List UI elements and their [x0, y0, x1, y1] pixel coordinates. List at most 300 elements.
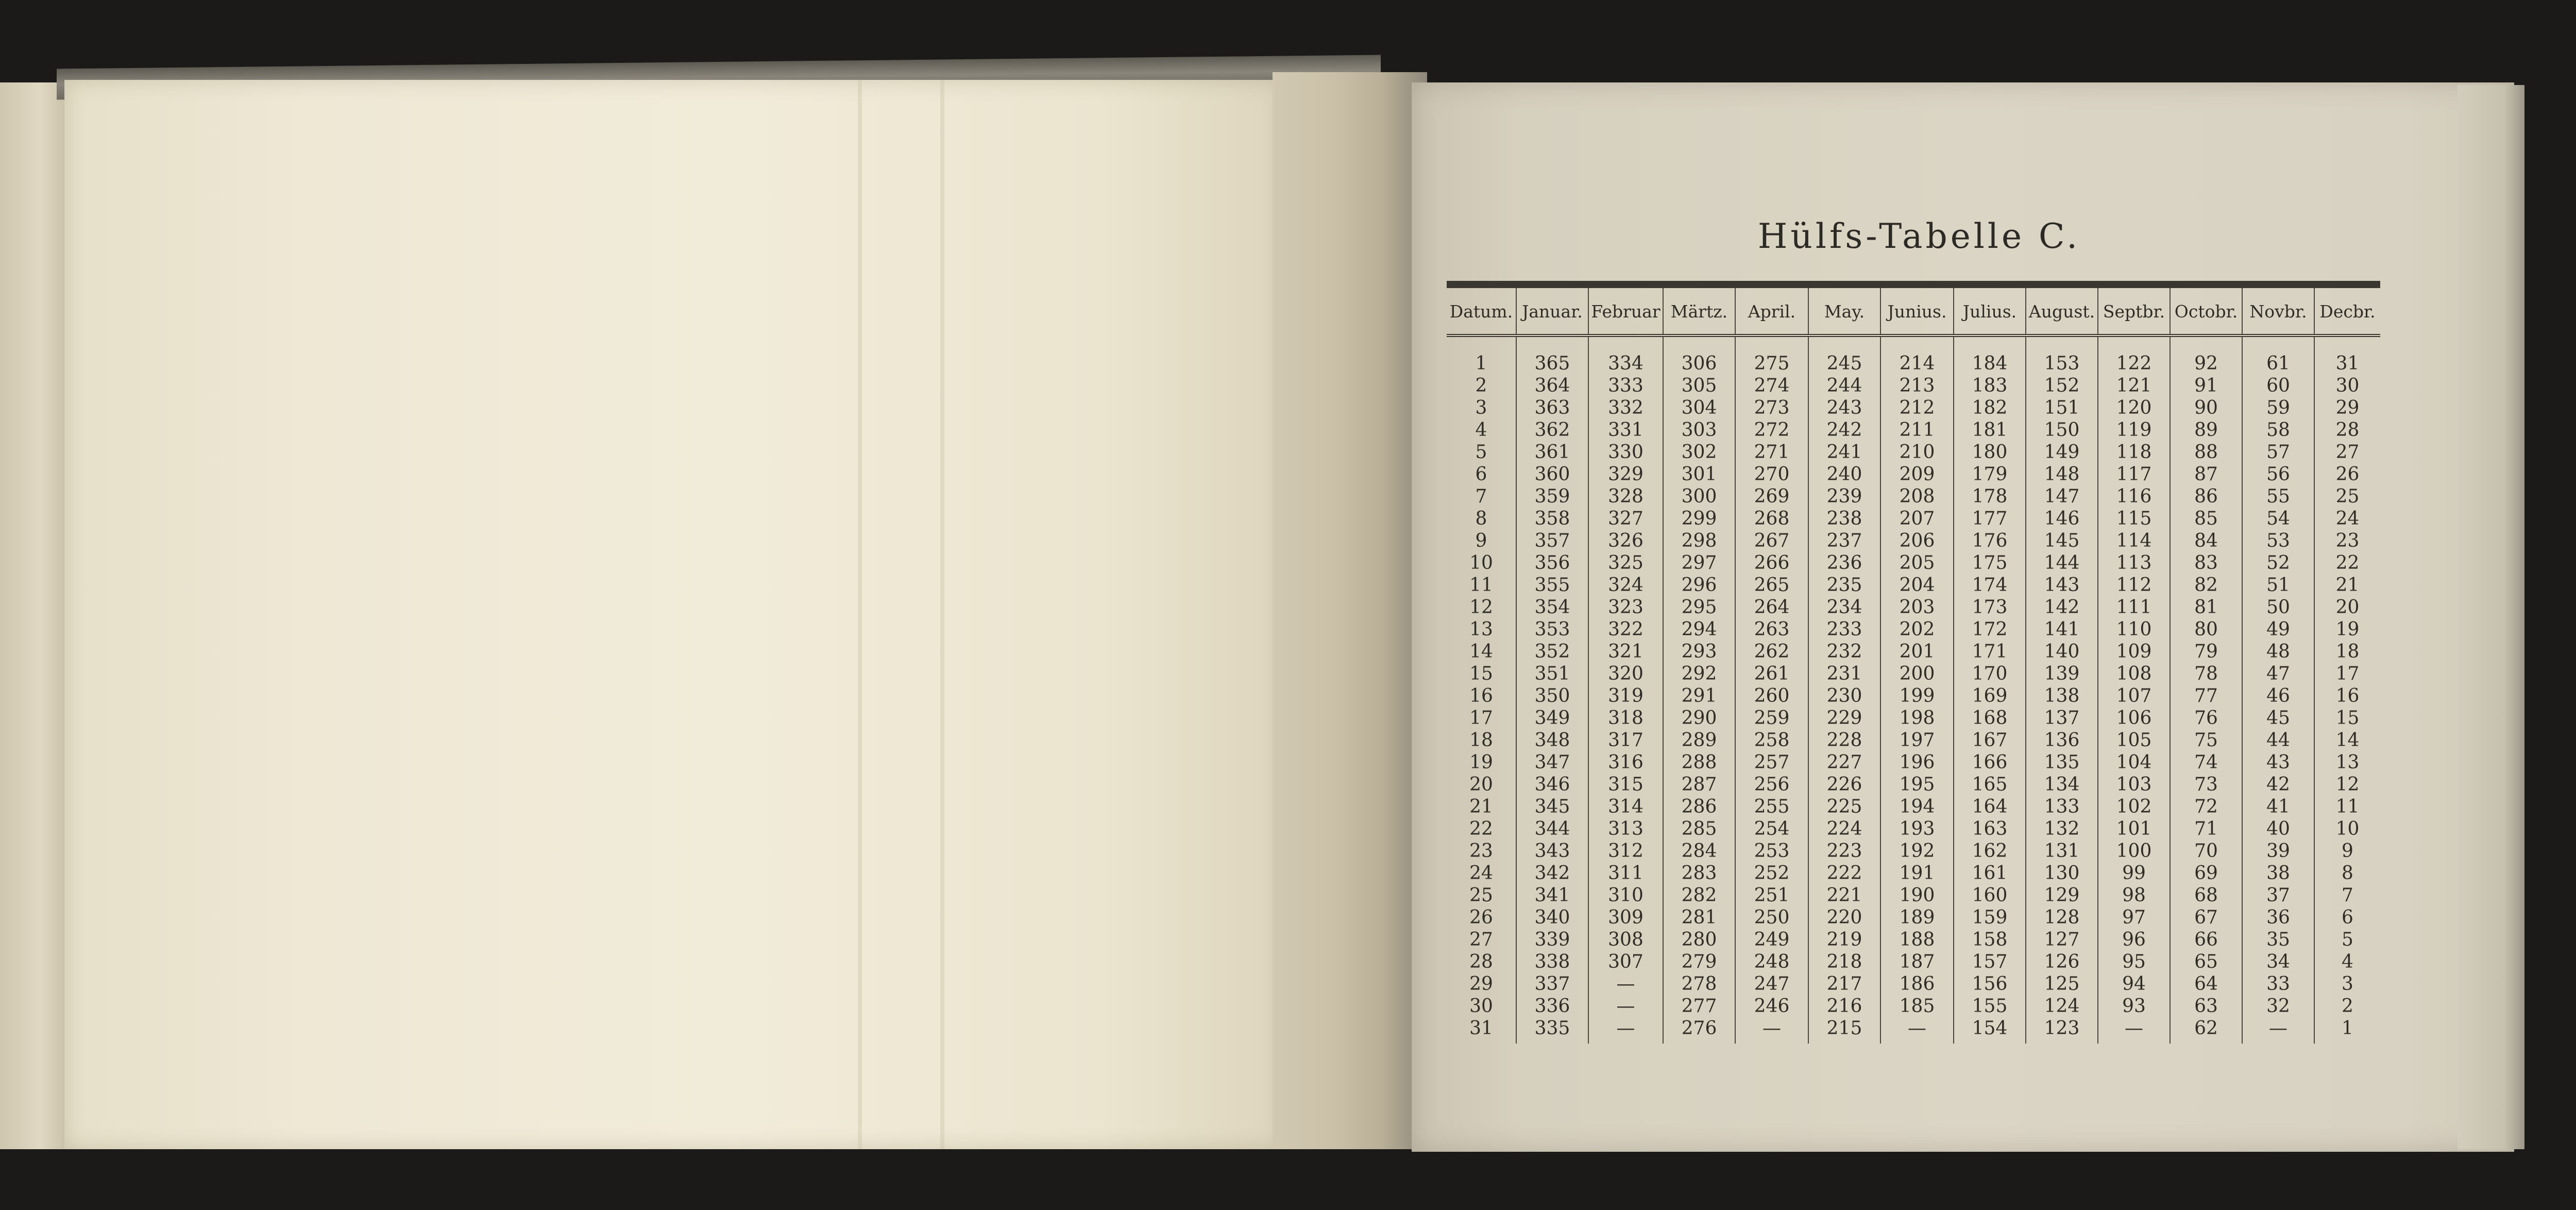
day-count-cell: 272: [1735, 419, 1808, 441]
day-count-cell: 229: [1808, 707, 1880, 729]
day-count-cell: 163: [1954, 818, 2026, 840]
day-count-cell: 307: [1588, 951, 1663, 973]
day-count-cell: 241: [1808, 441, 1880, 463]
date-cell: 28: [1469, 951, 1493, 972]
day-count-cell: 203: [1880, 596, 1954, 618]
day-count-cell: 3: [2314, 973, 2380, 995]
day-count-cell: 151: [2026, 397, 2098, 419]
day-count-cell: 36: [2242, 906, 2314, 929]
day-count-cell: 252: [1735, 862, 1808, 884]
day-count-cell: 310: [1588, 884, 1663, 906]
day-count-cell: —: [2098, 1017, 2170, 1044]
table-row: [1447, 796, 2380, 818]
day-count-cell: 114: [2098, 530, 2170, 552]
day-count-cell: 201: [1880, 641, 1954, 663]
date-cell: 16: [1469, 685, 1493, 707]
day-count-cell: 333: [1588, 375, 1663, 397]
day-count-cell: 154: [1954, 1017, 2026, 1044]
day-count-cell: 260: [1735, 685, 1808, 707]
day-count-cell: 147: [2026, 485, 2098, 508]
day-count-cell: 63: [2170, 995, 2242, 1017]
day-count-cell: 76: [2170, 707, 2242, 729]
day-count-cell: 183: [1954, 375, 2026, 397]
day-count-cell: 213: [1880, 375, 1954, 397]
day-count-cell: 51: [2242, 574, 2314, 596]
day-count-cell: 357: [1516, 530, 1588, 552]
day-count-cell: 234: [1808, 596, 1880, 618]
day-count-cell: 137: [2026, 707, 2098, 729]
day-count-cell: 206: [1880, 530, 1954, 552]
day-count-cell: 75: [2170, 729, 2242, 751]
day-count-cell: 126: [2026, 951, 2098, 973]
day-count-cell: 194: [1880, 796, 1954, 818]
day-count-cell: 248: [1735, 951, 1808, 973]
day-count-cell: 347: [1516, 751, 1588, 774]
day-count-cell: 270: [1735, 463, 1808, 485]
day-count-cell: 324: [1588, 574, 1663, 596]
day-count-cell: 256: [1735, 774, 1808, 796]
column-header-4: April.: [1735, 284, 1808, 335]
column-header-2: Februar: [1588, 284, 1663, 335]
day-count-cell: 193: [1880, 818, 1954, 840]
day-count-cell: 265: [1735, 574, 1808, 596]
day-count-cell: 296: [1663, 574, 1735, 596]
day-count-cell: 292: [1663, 663, 1735, 685]
day-count-cell: 67: [2170, 906, 2242, 929]
day-count-cell: 192: [1880, 840, 1954, 862]
day-count-cell: 161: [1954, 862, 2026, 884]
day-count-cell: 120: [2098, 397, 2170, 419]
table-row: [1447, 862, 2380, 884]
day-count-cell: 359: [1516, 485, 1588, 508]
day-count-cell: 251: [1735, 884, 1808, 906]
table-row: [1447, 375, 2380, 397]
day-count-cell: 197: [1880, 729, 1954, 751]
day-count-cell: 355: [1516, 574, 1588, 596]
day-count-cell: 129: [2026, 884, 2098, 906]
day-count-cell: 127: [2026, 929, 2098, 951]
day-count-cell: 323: [1588, 596, 1663, 618]
date-cell: 14: [1469, 641, 1493, 662]
day-count-cell: 180: [1954, 441, 2026, 463]
day-count-cell: 131: [2026, 840, 2098, 862]
day-count-cell: 101: [2098, 818, 2170, 840]
table-row: [1447, 884, 2380, 906]
day-count-cell: 155: [1954, 995, 2026, 1017]
day-count-cell: 308: [1588, 929, 1663, 951]
day-count-cell: 353: [1516, 618, 1588, 641]
day-count-cell: 246: [1735, 995, 1808, 1017]
day-count-cell: 332: [1588, 397, 1663, 419]
left-page-edge: [0, 82, 67, 1149]
day-count-cell: 25: [2314, 485, 2380, 508]
day-count-cell: 232: [1808, 641, 1880, 663]
day-count-cell: 343: [1516, 840, 1588, 862]
table-row: [1447, 463, 2380, 485]
day-count-cell: 340: [1516, 906, 1588, 929]
day-count-cell: 54: [2242, 508, 2314, 530]
date-cell: 9: [1475, 530, 1487, 551]
day-count-cell: 70: [2170, 840, 2242, 862]
day-count-cell: 13: [2314, 751, 2380, 774]
day-count-cell: 133: [2026, 796, 2098, 818]
day-count-cell: 61: [2242, 352, 2314, 375]
day-count-cell: 244: [1808, 375, 1880, 397]
day-count-cell: 305: [1663, 375, 1735, 397]
date-cell: 12: [1469, 597, 1493, 618]
day-count-cell: 231: [1808, 663, 1880, 685]
day-count-cell: 293: [1663, 641, 1735, 663]
day-count-cell: 278: [1663, 973, 1735, 995]
day-count-cell: 240: [1808, 463, 1880, 485]
day-count-cell: 99: [2098, 862, 2170, 884]
day-count-cell: 111: [2098, 596, 2170, 618]
day-count-cell: 158: [1954, 929, 2026, 951]
column-header-7: Julius.: [1954, 284, 2026, 335]
day-count-cell: 311: [1588, 862, 1663, 884]
day-count-cell: 83: [2170, 552, 2242, 574]
table-row: [1447, 352, 2380, 375]
day-count-cell: 302: [1663, 441, 1735, 463]
day-count-cell: 236: [1808, 552, 1880, 574]
day-count-cell: 100: [2098, 840, 2170, 862]
day-count-cell: 117: [2098, 463, 2170, 485]
table-row: [1447, 906, 2380, 929]
day-count-cell: 16: [2314, 685, 2380, 707]
day-count-cell: 313: [1588, 818, 1663, 840]
page-title: Hülfs-Tabelle C.: [1757, 216, 2081, 256]
day-count-cell: 322: [1588, 618, 1663, 641]
day-count-cell: 81: [2170, 596, 2242, 618]
day-count-cell: 102: [2098, 796, 2170, 818]
day-count-cell: 309: [1588, 906, 1663, 929]
day-count-cell: 90: [2170, 397, 2242, 419]
day-count-cell: 144: [2026, 552, 2098, 574]
column-header-5: May.: [1808, 284, 1880, 335]
day-count-cell: 58: [2242, 419, 2314, 441]
table-row: [1447, 751, 2380, 774]
day-count-cell: 27: [2314, 441, 2380, 463]
day-count-cell: 182: [1954, 397, 2026, 419]
day-count-cell: 267: [1735, 530, 1808, 552]
day-count-cell: 218: [1808, 951, 1880, 973]
day-count-cell: 233: [1808, 618, 1880, 641]
date-cell: 27: [1469, 929, 1493, 950]
day-count-cell: 297: [1663, 552, 1735, 574]
column-header-9: Septbr.: [2098, 284, 2170, 335]
day-count-cell: 356: [1516, 552, 1588, 574]
day-count-cell: 125: [2026, 973, 2098, 995]
day-count-cell: 37: [2242, 884, 2314, 906]
day-count-cell: 191: [1880, 862, 1954, 884]
day-count-cell: 171: [1954, 641, 2026, 663]
day-count-cell: 275: [1735, 352, 1808, 375]
table-body: [1447, 335, 2380, 1044]
day-count-cell: 339: [1516, 929, 1588, 951]
day-count-cell: 168: [1954, 707, 2026, 729]
day-count-cell: 177: [1954, 508, 2026, 530]
day-count-cell: 52: [2242, 552, 2314, 574]
day-count-cell: 11: [2314, 796, 2380, 818]
day-count-cell: 92: [2170, 352, 2242, 375]
day-count-cell: 283: [1663, 862, 1735, 884]
day-count-cell: 220: [1808, 906, 1880, 929]
date-cell: 8: [1475, 508, 1487, 529]
date-cell: 22: [1469, 818, 1493, 839]
day-count-cell: 50: [2242, 596, 2314, 618]
day-count-cell: 149: [2026, 441, 2098, 463]
day-count-cell: 82: [2170, 574, 2242, 596]
day-count-cell: 237: [1808, 530, 1880, 552]
day-count-cell: 74: [2170, 751, 2242, 774]
day-count-cell: 354: [1516, 596, 1588, 618]
day-count-cell: 247: [1735, 973, 1808, 995]
day-count-cell: 185: [1880, 995, 1954, 1017]
day-count-cell: 43: [2242, 751, 2314, 774]
day-count-cell: 38: [2242, 862, 2314, 884]
day-count-cell: 33: [2242, 973, 2314, 995]
table-row: [1447, 1017, 2380, 1044]
day-count-cell: 68: [2170, 884, 2242, 906]
day-count-cell: 350: [1516, 685, 1588, 707]
day-count-cell: 287: [1663, 774, 1735, 796]
day-count-cell: 94: [2098, 973, 2170, 995]
day-count-cell: 217: [1808, 973, 1880, 995]
day-count-cell: 325: [1588, 552, 1663, 574]
day-count-cell: 282: [1663, 884, 1735, 906]
day-count-cell: 227: [1808, 751, 1880, 774]
day-count-cell: 207: [1880, 508, 1954, 530]
blank-left-page: [64, 80, 1283, 1149]
table-row: [1447, 951, 2380, 973]
day-count-cell: 69: [2170, 862, 2242, 884]
day-count-cell: 358: [1516, 508, 1588, 530]
day-count-cell: 351: [1516, 663, 1588, 685]
day-count-cell: 10: [2314, 818, 2380, 840]
day-count-cell: 286: [1663, 796, 1735, 818]
day-count-cell: 330: [1588, 441, 1663, 463]
day-count-cell: 198: [1880, 707, 1954, 729]
day-count-cell: 238: [1808, 508, 1880, 530]
day-count-cell: 290: [1663, 707, 1735, 729]
table-row: [1447, 508, 2380, 530]
day-count-cell: 24: [2314, 508, 2380, 530]
day-count-cell: 186: [1880, 973, 1954, 995]
table-row: [1447, 618, 2380, 641]
day-count-cell: 277: [1663, 995, 1735, 1017]
day-count-cell: 331: [1588, 419, 1663, 441]
day-count-cell: 160: [1954, 884, 2026, 906]
column-header-1: Januar.: [1516, 284, 1588, 335]
date-cell: 5: [1475, 442, 1487, 463]
day-count-cell: 134: [2026, 774, 2098, 796]
table-row: [1447, 397, 2380, 419]
day-count-cell: 239: [1808, 485, 1880, 508]
book-spine: [1273, 72, 1427, 1149]
day-count-cell: 64: [2170, 973, 2242, 995]
day-count-cell: 98: [2098, 884, 2170, 906]
day-count-cell: 317: [1588, 729, 1663, 751]
day-count-cell: 365: [1516, 352, 1588, 375]
date-cell: 15: [1469, 663, 1493, 684]
day-count-cell: 30: [2314, 375, 2380, 397]
day-count-cell: 136: [2026, 729, 2098, 751]
day-count-cell: 184: [1954, 352, 2026, 375]
day-count-cell: 60: [2242, 375, 2314, 397]
date-cell: 11: [1469, 575, 1493, 596]
day-count-cell: 263: [1735, 618, 1808, 641]
day-count-cell: 336: [1516, 995, 1588, 1017]
day-count-cell: 42: [2242, 774, 2314, 796]
day-count-cell: 304: [1663, 397, 1735, 419]
day-count-cell: 46: [2242, 685, 2314, 707]
day-count-cell: 159: [1954, 906, 2026, 929]
day-count-cell: 349: [1516, 707, 1588, 729]
day-count-cell: 2: [2314, 995, 2380, 1017]
day-count-cell: —: [1588, 973, 1663, 995]
day-count-cell: 96: [2098, 929, 2170, 951]
day-count-cell: 26: [2314, 463, 2380, 485]
day-count-cell: 335: [1516, 1017, 1588, 1044]
day-count-cell: 291: [1663, 685, 1735, 707]
day-count-cell: 8: [2314, 862, 2380, 884]
day-count-cell: 188: [1880, 929, 1954, 951]
day-count-cell: 361: [1516, 441, 1588, 463]
day-count-cell: 17: [2314, 663, 2380, 685]
day-count-cell: 80: [2170, 618, 2242, 641]
day-count-cell: 303: [1663, 419, 1735, 441]
day-count-cell: 253: [1735, 840, 1808, 862]
day-count-cell: 139: [2026, 663, 2098, 685]
day-count-cell: 113: [2098, 552, 2170, 574]
day-count-cell: —: [1735, 1017, 1808, 1044]
day-count-cell: 108: [2098, 663, 2170, 685]
day-count-cell: 190: [1880, 884, 1954, 906]
date-cell: 2: [1475, 375, 1487, 396]
day-count-cell: 95: [2098, 951, 2170, 973]
day-count-cell: 226: [1808, 774, 1880, 796]
day-count-cell: 166: [1954, 751, 2026, 774]
day-count-cell: —: [2242, 1017, 2314, 1044]
day-count-cell: 242: [1808, 419, 1880, 441]
day-count-cell: 319: [1588, 685, 1663, 707]
day-count-cell: 329: [1588, 463, 1663, 485]
day-count-cell: 279: [1663, 951, 1735, 973]
day-count-cell: 110: [2098, 618, 2170, 641]
table-row: [1447, 552, 2380, 574]
day-count-cell: —: [1880, 1017, 1954, 1044]
day-count-cell: 189: [1880, 906, 1954, 929]
day-count-cell: 344: [1516, 818, 1588, 840]
day-count-cell: 254: [1735, 818, 1808, 840]
day-count-cell: 216: [1808, 995, 1880, 1017]
day-count-cell: 209: [1880, 463, 1954, 485]
day-count-cell: 162: [1954, 840, 2026, 862]
day-count-cell: 59: [2242, 397, 2314, 419]
day-count-cell: 195: [1880, 774, 1954, 796]
day-count-cell: 196: [1880, 751, 1954, 774]
day-count-cell: 118: [2098, 441, 2170, 463]
day-count-cell: 9: [2314, 840, 2380, 862]
day-count-cell: 104: [2098, 751, 2170, 774]
day-count-cell: 280: [1663, 929, 1735, 951]
date-cell: 13: [1469, 619, 1493, 640]
day-count-cell: 19: [2314, 618, 2380, 641]
day-count-cell: 225: [1808, 796, 1880, 818]
table-row: [1447, 574, 2380, 596]
day-count-cell: 176: [1954, 530, 2026, 552]
day-count-cell: 53: [2242, 530, 2314, 552]
day-count-cell: 29: [2314, 397, 2380, 419]
day-count-cell: 174: [1954, 574, 2026, 596]
day-count-cell: 214: [1880, 352, 1954, 375]
day-count-cell: 65: [2170, 951, 2242, 973]
day-count-cell: 128: [2026, 906, 2098, 929]
day-count-cell: 4: [2314, 951, 2380, 973]
table-row: [1447, 929, 2380, 951]
day-count-cell: 288: [1663, 751, 1735, 774]
day-count-cell: 337: [1516, 973, 1588, 995]
day-count-cell: 210: [1880, 441, 1954, 463]
day-count-cell: 57: [2242, 441, 2314, 463]
day-count-cell: 321: [1588, 641, 1663, 663]
day-count-cell: 221: [1808, 884, 1880, 906]
day-count-cell: 55: [2242, 485, 2314, 508]
day-count-cell: 143: [2026, 574, 2098, 596]
day-count-cell: 178: [1954, 485, 2026, 508]
column-header-12: Decbr.: [2314, 284, 2380, 335]
day-count-cell: 1: [2314, 1017, 2380, 1044]
day-count-cell: 115: [2098, 508, 2170, 530]
date-cell: 26: [1469, 907, 1493, 928]
day-count-cell: 200: [1880, 663, 1954, 685]
page-crease: [940, 80, 944, 1149]
day-count-cell: 228: [1808, 729, 1880, 751]
day-count-cell: 77: [2170, 685, 2242, 707]
day-count-cell: 362: [1516, 419, 1588, 441]
day-count-cell: 31: [2314, 352, 2380, 375]
day-count-cell: 142: [2026, 596, 2098, 618]
day-count-cell: 71: [2170, 818, 2242, 840]
day-count-cell: 212: [1880, 397, 1954, 419]
column-header-0: Datum.: [1447, 284, 1516, 335]
day-count-cell: 271: [1735, 441, 1808, 463]
day-count-cell: 116: [2098, 485, 2170, 508]
date-cell: 6: [1475, 464, 1487, 485]
table-row: [1447, 441, 2380, 463]
day-count-cell: 326: [1588, 530, 1663, 552]
day-count-cell: 40: [2242, 818, 2314, 840]
table-header: [1447, 284, 2380, 335]
day-count-cell: 338: [1516, 951, 1588, 973]
column-header-10: Octobr.: [2170, 284, 2242, 335]
day-count-cell: 261: [1735, 663, 1808, 685]
day-count-cell: 112: [2098, 574, 2170, 596]
day-count-cell: 345: [1516, 796, 1588, 818]
day-count-cell: 255: [1735, 796, 1808, 818]
table-row: [1447, 729, 2380, 751]
day-count-cell: 364: [1516, 375, 1588, 397]
day-count-cell: 140: [2026, 641, 2098, 663]
table-row: [1447, 419, 2380, 441]
day-count-cell: 145: [2026, 530, 2098, 552]
day-count-cell: 165: [1954, 774, 2026, 796]
day-count-cell: 258: [1735, 729, 1808, 751]
day-count-cell: 284: [1663, 840, 1735, 862]
day-count-cell: 167: [1954, 729, 2026, 751]
day-count-cell: 235: [1808, 574, 1880, 596]
day-count-cell: 175: [1954, 552, 2026, 574]
